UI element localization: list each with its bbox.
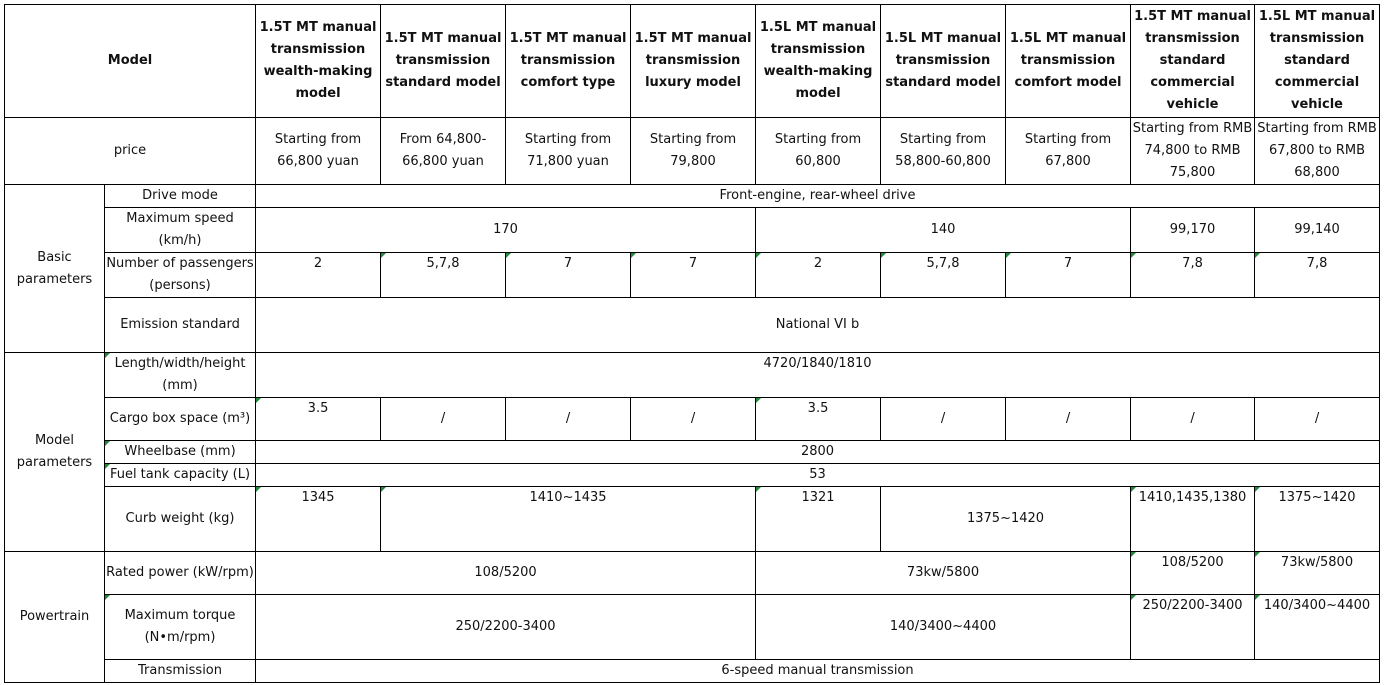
model-header-cell: 1.5T MT manual transmission wealth-making model <box>256 5 381 118</box>
model-header-cell: 1.5T MT manual transmission standard model <box>381 5 506 118</box>
drive-mode-row <box>5 185 1380 208</box>
rated-power-cell: 73kw/5800 <box>1255 552 1380 595</box>
basic-parameters-group: Basic parameters <box>5 185 105 353</box>
wheelbase-label: Wheelbase (mm) <box>105 441 256 464</box>
cargo-cell: / <box>881 398 1006 441</box>
model-header-cell: 1.5L MT manual transmission comfort model <box>1006 5 1131 118</box>
price-cell: Starting from 58,800-60,800 <box>881 118 1006 185</box>
curb-weight-cell: 1375~1420 <box>881 487 1131 552</box>
price-cell: Starting from RMB 67,800 to RMB 68,800 <box>1255 118 1380 185</box>
transmission-value: 6-speed manual transmission <box>256 660 1380 683</box>
transmission-label: Transmission <box>105 660 256 683</box>
emission-label: Emission standard <box>105 298 256 353</box>
price-cell: From 64,800-66,800 yuan <box>381 118 506 185</box>
cargo-cell: / <box>631 398 756 441</box>
cargo-cell: / <box>506 398 631 441</box>
curb-weight-cell: 1410~1435 <box>381 487 756 552</box>
model-header-cell: 1.5L MT manual transmission standard model <box>881 5 1006 118</box>
max-speed-cell: 99,170 <box>1131 208 1255 253</box>
max-speed-cell: 170 <box>256 208 756 253</box>
price-cell: Starting from 60,800 <box>756 118 881 185</box>
max-speed-label: Maximum speed (km/h) <box>105 208 256 253</box>
cargo-cell: / <box>1255 398 1380 441</box>
cargo-cell: 3.5 <box>756 398 881 441</box>
max-torque-cell: 140/3400~4400 <box>1255 595 1380 660</box>
max-torque-cell: 250/2200-3400 <box>1131 595 1255 660</box>
curb-weight-row <box>5 487 1380 552</box>
passengers-cell: 5,7,8 <box>881 253 1006 298</box>
price-cell: Starting from 66,800 yuan <box>256 118 381 185</box>
emission-value: National VI b <box>256 298 1380 353</box>
price-cell: Starting from 79,800 <box>631 118 756 185</box>
passengers-cell: 2 <box>756 253 881 298</box>
cargo-row <box>5 398 1380 441</box>
spec-table <box>4 4 1380 683</box>
cargo-cell: / <box>1131 398 1255 441</box>
passengers-cell: 7 <box>631 253 756 298</box>
model-header-cell: 1.5L MT manual transmission standard commercial vehicle <box>1255 5 1380 118</box>
fuel-tank-label: Fuel tank capacity (L) <box>105 464 256 487</box>
cargo-label: Cargo box space (m³) <box>105 398 256 441</box>
passengers-cell: 7,8 <box>1131 253 1255 298</box>
wheelbase-row <box>5 441 1380 464</box>
header-row <box>5 5 1380 118</box>
curb-weight-cell: 1345 <box>256 487 381 552</box>
passengers-cell: 5,7,8 <box>381 253 506 298</box>
cargo-cell: / <box>381 398 506 441</box>
drive-mode-label: Drive mode <box>105 185 256 208</box>
max-speed-cell: 99,140 <box>1255 208 1380 253</box>
model-header-cell: 1.5T MT manual transmission luxury model <box>631 5 756 118</box>
passengers-label: Number of passengers (persons) <box>105 253 256 298</box>
max-speed-cell: 140 <box>756 208 1131 253</box>
emission-row <box>5 298 1380 353</box>
max-speed-row <box>5 208 1380 253</box>
model-header-cell: 1.5T MT manual transmission comfort type <box>506 5 631 118</box>
price-label: price <box>5 118 256 185</box>
drive-mode-value: Front-engine, rear-wheel drive <box>256 185 1380 208</box>
max-torque-cell: 140/3400~4400 <box>756 595 1131 660</box>
curb-weight-cell: 1375~1420 <box>1255 487 1380 552</box>
cargo-cell: 3.5 <box>256 398 381 441</box>
rated-power-row <box>5 552 1380 595</box>
price-cell: Starting from 67,800 <box>1006 118 1131 185</box>
rated-power-cell: 108/5200 <box>256 552 756 595</box>
spec-table-container <box>4 4 1380 683</box>
model-parameters-group: Model parameters <box>5 353 105 552</box>
passengers-cell: 7 <box>506 253 631 298</box>
curb-weight-cell: 1321 <box>756 487 881 552</box>
passengers-row <box>5 253 1380 298</box>
dimensions-label: Length/width/height (mm) <box>105 353 256 398</box>
dimensions-row <box>5 353 1380 398</box>
model-header-cell: 1.5T MT manual transmission standard commercial vehicle <box>1131 5 1255 118</box>
wheelbase-value: 2800 <box>256 441 1380 464</box>
max-torque-label: Maximum torque (N•m/rpm) <box>105 595 256 660</box>
fuel-tank-value: 53 <box>256 464 1380 487</box>
rated-power-cell: 108/5200 <box>1131 552 1255 595</box>
rated-power-label: Rated power (kW/rpm) <box>105 552 256 595</box>
max-torque-row <box>5 595 1380 660</box>
transmission-row <box>5 660 1380 683</box>
passengers-cell: 7 <box>1006 253 1131 298</box>
price-row <box>5 118 1380 185</box>
curb-weight-label: Curb weight (kg) <box>105 487 256 552</box>
cargo-cell: / <box>1006 398 1131 441</box>
dimensions-value: 4720/1840/1810 <box>256 353 1380 398</box>
model-header-cell: 1.5L MT manual transmission wealth-making model <box>756 5 881 118</box>
curb-weight-cell: 1410,1435,1380 <box>1131 487 1255 552</box>
price-cell: Starting from 71,800 yuan <box>506 118 631 185</box>
fuel-tank-row <box>5 464 1380 487</box>
powertrain-group: Powertrain <box>5 552 105 683</box>
max-torque-cell: 250/2200-3400 <box>256 595 756 660</box>
model-header: Model <box>5 5 256 118</box>
passengers-cell: 7,8 <box>1255 253 1380 298</box>
rated-power-cell: 73kw/5800 <box>756 552 1131 595</box>
passengers-cell: 2 <box>256 253 381 298</box>
price-cell: Starting from RMB 74,800 to RMB 75,800 <box>1131 118 1255 185</box>
